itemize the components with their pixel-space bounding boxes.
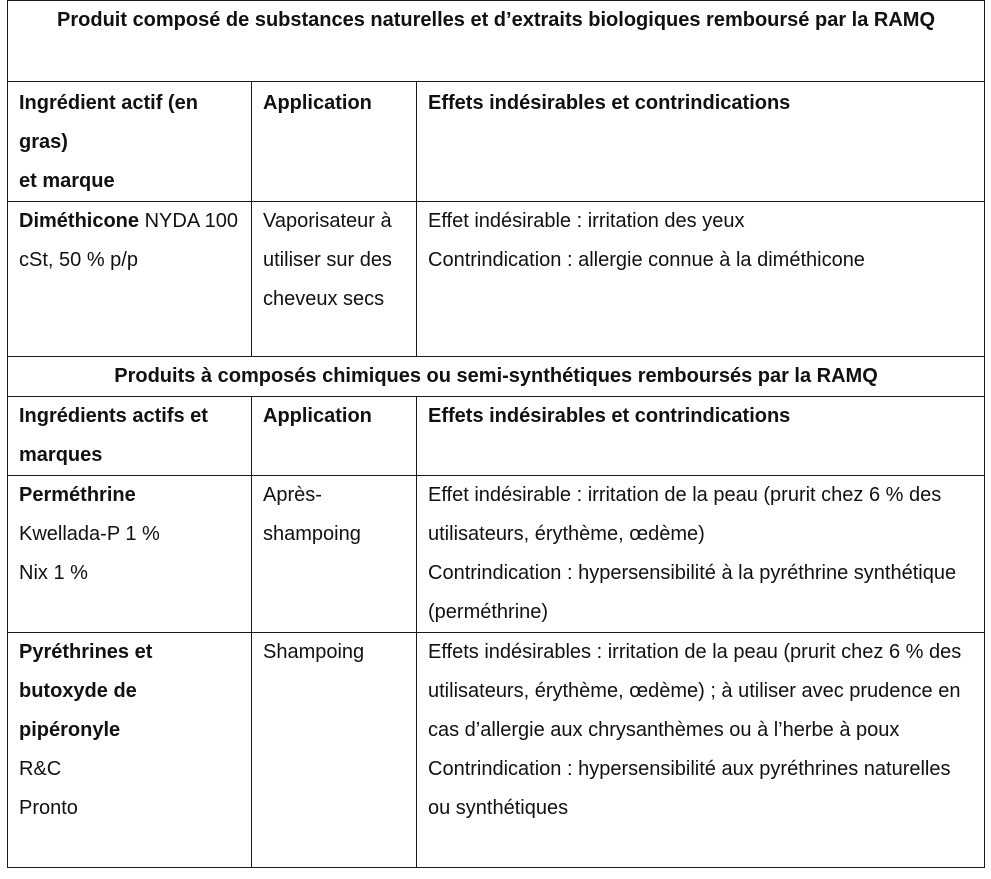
active-ingredient: Diméthicone: [19, 210, 140, 232]
header-application-cell: Application: [252, 397, 417, 476]
header-effects-cell: Effets indésirables et contrindications: [417, 82, 985, 202]
header-application-cell: Application: [252, 82, 417, 202]
header-effects-cell: Effets indésirables et contrindications: [417, 397, 985, 476]
effects-cell: [417, 476, 985, 633]
header-ingredient-cell: [8, 82, 252, 202]
section-chemical-row: [8, 357, 985, 397]
active-ingredient: Pyréthrines et butoxyde de pipéronyle: [19, 641, 153, 741]
lice-treatment-table: [7, 0, 985, 868]
brand-name: NYDA 100 cSt, 50 % p/p: [19, 210, 238, 271]
section-chemical-title: Produits à composés chimiques ou semi-synthétiques remboursés par la RAMQ: [8, 357, 985, 397]
adverse-effect-text: Effet indésirable : irritation des yeux: [428, 210, 745, 232]
application-cell: Shampoing: [252, 633, 417, 868]
header-ingredients-cell: Ingrédients actifs et marques: [8, 397, 252, 476]
ingredient-cell: [8, 476, 252, 633]
ingredient-cell: [8, 633, 252, 868]
effects-cell: [417, 202, 985, 357]
table-row-pyrethrins: [8, 633, 985, 868]
adverse-effect-text: Effets indésirables : irritation de la peau (prurit chez 6 % des utilisateurs, érythème, œdème) ; à utiliser avec prudence en cas d’allergie aux chrysanthèmes ou à l’herbe à poux: [428, 641, 962, 741]
header-ingredient-line: Ingrédient actif (en gras): [19, 92, 198, 153]
brand-name: Nix 1 %: [19, 562, 88, 584]
header-row-chemical: [8, 397, 985, 476]
brand-name: Kwellada-P 1 %: [19, 523, 160, 545]
section-natural-title: Produit composé de substances naturelles et d’extraits biologiques remboursé par la RAMQ: [8, 1, 985, 82]
header-brand-line: et marque: [19, 170, 115, 192]
section-natural-row: [8, 1, 985, 82]
contraindication-text: Contrindication : allergie connue à la diméthicone: [428, 249, 865, 271]
table-row-dimethicone: [8, 202, 985, 357]
effects-cell: [417, 633, 985, 868]
contraindication-text: Contrindication : hypersensibilité à la pyréthrine synthétique (perméthrine): [428, 562, 957, 623]
application-cell: Vaporisateur à utiliser sur des cheveux secs: [252, 202, 417, 357]
adverse-effect-text: Effet indésirable : irritation de la peau (prurit chez 6 % des utilisateurs, érythème, œdème): [428, 484, 942, 545]
contraindication-text: Contrindication : hypersensibilité aux pyréthrines naturelles ou synthétiques: [428, 758, 951, 819]
table-row-permethrin: [8, 476, 985, 633]
header-row-natural: [8, 82, 985, 202]
ingredient-cell: [8, 202, 252, 357]
brand-name: R&C: [19, 758, 62, 780]
brand-name: Pronto: [19, 797, 78, 819]
active-ingredient: Perméthrine: [19, 484, 136, 506]
application-cell: Après-shampoing: [252, 476, 417, 633]
